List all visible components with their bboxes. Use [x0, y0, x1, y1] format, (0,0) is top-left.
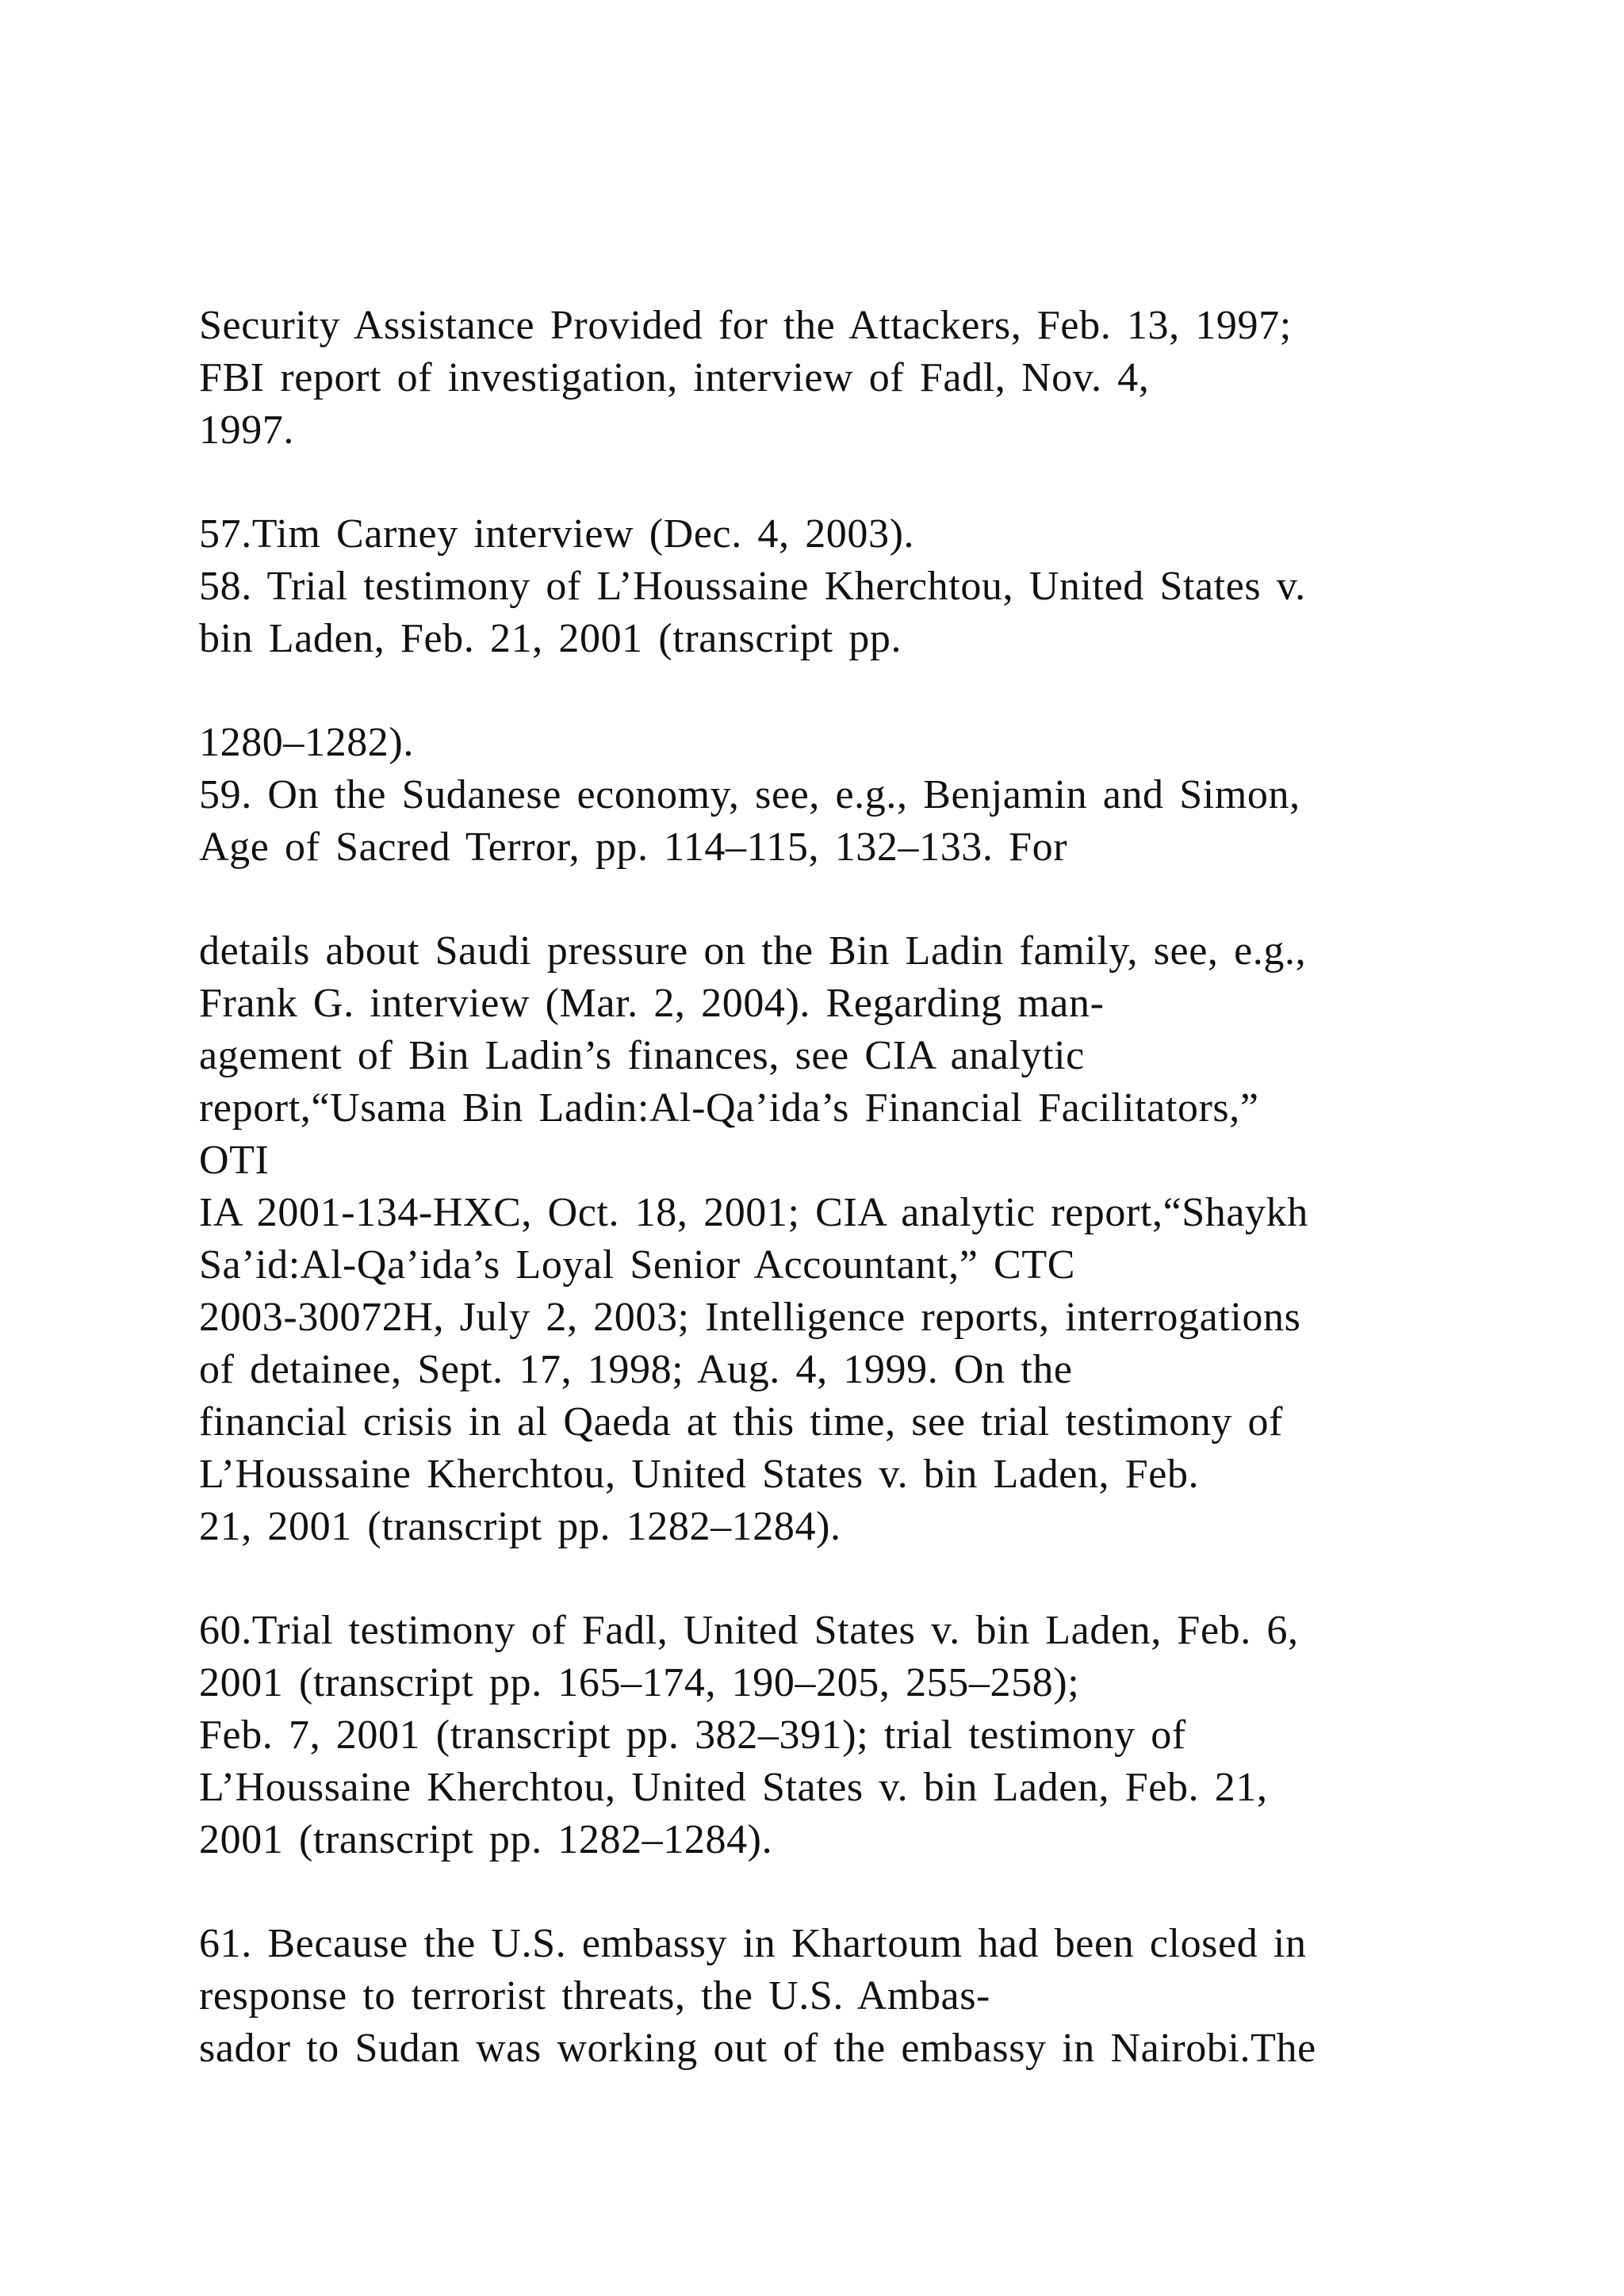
endnote-block-59-continued	[199, 925, 1436, 1553]
text-line: agement of Bin Ladin’s finances, see CIA analytic	[199, 1033, 1085, 1078]
text-line: Feb. 7, 2001 (transcript pp. 382–391); trial testimony of	[199, 1712, 1186, 1758]
text-line: 59. On the Sudanese economy, see, e.g., Benjamin and Simon,	[199, 772, 1300, 817]
endnote-block-57-58	[199, 508, 1436, 665]
endnote-block-59	[199, 717, 1436, 874]
text-line: Security Assistance Provided for the Attackers, Feb. 13, 1997;	[199, 303, 1292, 348]
text-line: FBI report of investigation, interview of Fadl, Nov. 4,	[199, 355, 1150, 400]
text-line: 57.Tim Carney interview (Dec. 4, 2003).	[199, 511, 915, 557]
endnote-block-continuation	[199, 300, 1436, 457]
text-line: 2001 (transcript pp. 1282–1284).	[199, 1817, 773, 1862]
text-line: 2001 (transcript pp. 165–174, 190–205, 255–258);	[199, 1660, 1080, 1705]
text-line: response to terrorist threats, the U.S. Ambas-	[199, 1973, 990, 2019]
text-line: 1280–1282).	[199, 720, 414, 765]
text-line: L’Houssaine Kherchtou, United States v. bin Laden, Feb. 21,	[199, 1765, 1268, 1810]
text-line: IA 2001-134-HXC, Oct. 18, 2001; CIA analytic report,“Shaykh	[199, 1190, 1308, 1235]
text-line: details about Saudi pressure on the Bin Ladin family, see, e.g.,	[199, 928, 1307, 974]
text-line: L’Houssaine Kherchtou, United States v. bin Laden, Feb.	[199, 1452, 1200, 1497]
text-line: 60.Trial testimony of Fadl, United States v. bin Laden, Feb. 6,	[199, 1608, 1299, 1653]
text-line: 2003-30072H, July 2, 2003; Intelligence reports, interrogations	[199, 1295, 1301, 1340]
endnote-block-61	[199, 1918, 1436, 2075]
text-line: OTI	[199, 1138, 270, 1183]
text-line: financial crisis in al Qaeda at this time, see trial testimony of	[199, 1399, 1284, 1445]
text-line: 21, 2001 (transcript pp. 1282–1284).	[199, 1504, 841, 1549]
endnote-block-60	[199, 1605, 1436, 1866]
text-line: bin Laden, Feb. 21, 2001 (transcript pp.	[199, 616, 902, 661]
text-line: 61. Because the U.S. embassy in Khartoum had been closed in	[199, 1921, 1307, 1966]
text-line: of detainee, Sept. 17, 1998; Aug. 4, 1999. On the	[199, 1347, 1073, 1392]
text-line: report,“Usama Bin Ladin:Al-Qa’ida’s Financial Facilitators,”	[199, 1085, 1259, 1131]
text-line: Sa’id:Al-Qa’ida’s Loyal Senior Accountant,” CTC	[199, 1242, 1075, 1288]
text-line: 58. Trial testimony of L’Houssaine Kherchtou, United States v.	[199, 564, 1306, 609]
text-line: 1997.	[199, 408, 294, 453]
text-line: Frank G. interview (Mar. 2, 2004). Regarding man-	[199, 981, 1105, 1026]
text-line: Age of Sacred Terror, pp. 114–115, 132–133. For	[199, 825, 1068, 870]
text-line: sador to Sudan was working out of the embassy in Nairobi.The	[199, 2026, 1316, 2071]
